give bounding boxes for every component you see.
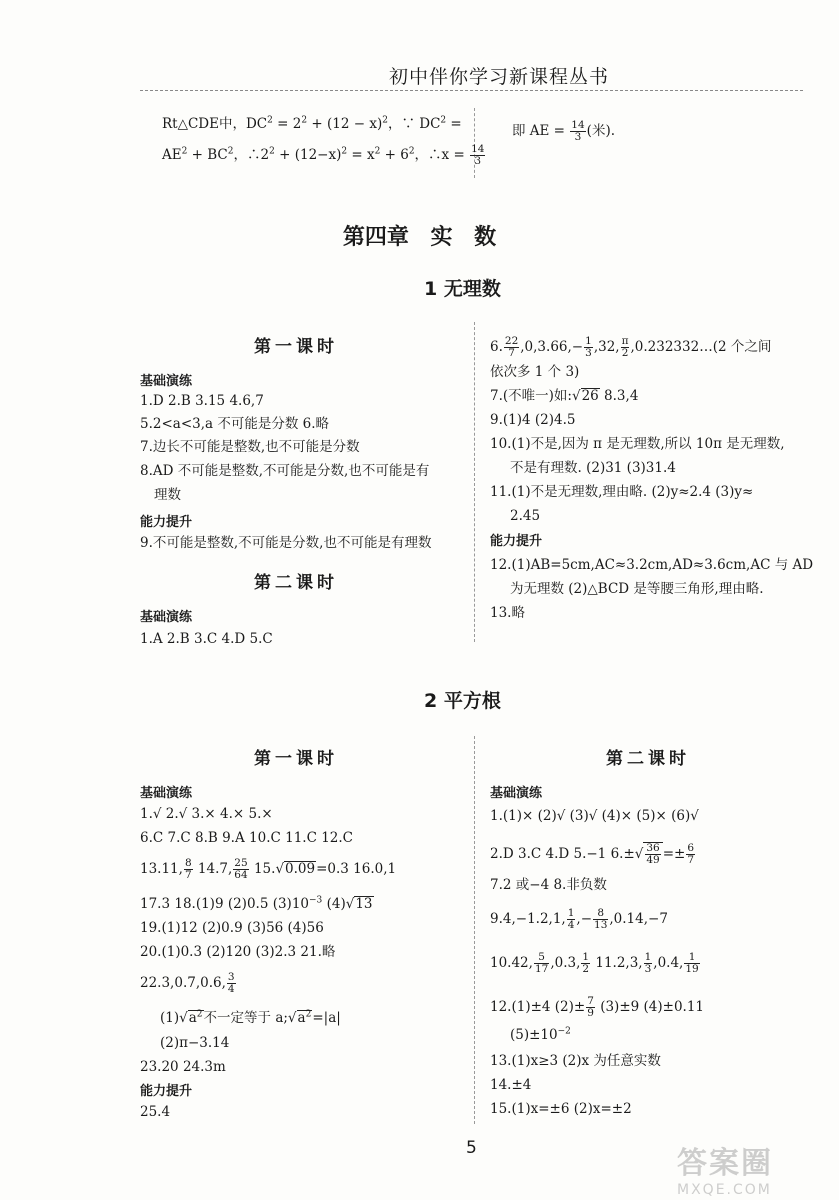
- fraction: $\frac{6}{7}$: [687, 842, 695, 866]
- s1-answer-line: 5.2<a<3,a 不可能是分数 6.略: [140, 416, 330, 432]
- series-header: 初中伴你学习新课程丛书: [388, 66, 609, 88]
- fraction: $\frac{1}{3}$: [644, 951, 652, 975]
- s2r-answer-line: 12.(1)±4 (2)± $\frac{7}{9}$ (3)±9 (4)±0.11: [490, 995, 705, 1019]
- s1-answer-line: 8.AD 不可能是整数,不可能是分数,也不可能是有: [140, 463, 430, 479]
- s2r-answer-line: 10.42, $\frac{5}{17}$ ,0.3, $\frac{1}{2}$ 11.2,3, $\frac{1}{3}$ ,0.4, $\frac{1}{19}$: [490, 951, 699, 975]
- s2-answer-line: (2)π−3.14: [160, 1035, 230, 1051]
- sqrt-sign: √: [275, 861, 285, 877]
- fraction: $\frac{22}{7}$: [504, 335, 519, 359]
- sqrt-sign: √: [571, 388, 581, 404]
- s2r-answer-line: $(5)\pm 10^{-2}$: [510, 1026, 571, 1043]
- top-line-2: $AE^2 + BC^2$，$\therefore 2^2 + (12-x)^2 = x^2 + 6^2$，∴x = $\frac{14}{3}$: [162, 143, 485, 167]
- sqrt-sign: √: [179, 1010, 188, 1026]
- s1-answer-line: 9.不可能是整数,不可能是分数,也不可能是有理数: [140, 535, 432, 551]
- s2-ability-heading: 能力提升: [140, 1084, 193, 1099]
- s2-answer-line: 17.3 18.(1)9 (2)0.5 $(3)10^{-3}$ (4)√13: [140, 895, 373, 912]
- s2-answer-line: 6.C 7.C 8.B 9.A 10.C 11.C 12.C: [140, 830, 353, 846]
- fraction-14-3: $\frac{14}{3}$: [471, 143, 485, 167]
- repeating-decimal: 66: [550, 339, 568, 355]
- s1r-answer-line: 依次多 1 个 3): [490, 364, 580, 380]
- watermark-url: MXQE.COM: [677, 1182, 772, 1198]
- fraction: $\frac{36}{49}$: [646, 842, 660, 866]
- s1r-answer-line: 10.(1)不是,因为 π 是无理数,所以 10π 是无理数,: [490, 436, 785, 452]
- s1r-answer-line: 2.45: [510, 508, 541, 524]
- sqrt-sign: √: [287, 1010, 297, 1026]
- s2r-basic-heading: 基础演练: [490, 786, 543, 801]
- s1-answer-line: 1.A 2.B 3.C 4.D 5.C: [140, 631, 273, 647]
- s1r-answer-line: 不是有理数. (2)31 (3)31.4: [510, 460, 676, 476]
- s2r-answer-line: 1.(1)× (2)√ (3)√ (4)× (5)× (6)√: [490, 808, 699, 824]
- s1-lesson1-title: 第一课时: [254, 337, 338, 357]
- s1r-q6: 6. $\frac{22}{7}$ ,0,3.66,− $\frac{1}{3}$ ,32, $\frac{\pi}{2}$ ,0.232332…(2 个之间: [490, 335, 772, 359]
- s1r-answer-line: 11.(1)不是无理数,理由略. (2)y≈2.4 (3)y≈: [490, 484, 754, 500]
- watermark-logo: [677, 1138, 827, 1196]
- s1-ability-heading: 能力提升: [140, 515, 193, 530]
- section-title-2: 2 平方根: [424, 690, 501, 712]
- section2-column-divider: [474, 736, 475, 1124]
- s2-answer-line: 20.(1)0.3 (2)120 (3)2.3 21.略: [140, 944, 336, 960]
- section-title-1: 1 无理数: [424, 278, 501, 300]
- fraction: $\frac{8}{7}$: [184, 857, 192, 881]
- s2r-answer-line: 7.2 或−4 8.非负数: [490, 877, 607, 893]
- fraction: $\frac{1}{3}$: [585, 335, 592, 359]
- sqrt-sign: √: [345, 896, 355, 912]
- s2-answer-line: 13.11, $\frac{8}{7}$ 14.7, $\frac{25}{64}$ 15.√0.09=0.3 16.0,1: [140, 857, 397, 881]
- s1r-ability-heading: 能力提升: [490, 534, 543, 549]
- top-line-1: Rt△CDE中，$DC^2 = 2^2 + (12 - x)^2$，∵ $DC^2$ =: [162, 115, 462, 132]
- s2-lesson2-title: 第二课时: [606, 749, 690, 769]
- watermark-text: 答案圈: [677, 1146, 773, 1181]
- s1-lesson2-title: 第二课时: [254, 573, 338, 593]
- s2r-answer-line: 13.(1)x≥3 (2)x 为任意实数: [490, 1053, 661, 1069]
- fraction-14-3-right: $\frac{14}{3}$: [571, 119, 585, 143]
- s2r-answer-line: 9.4,−1.2,1, $\frac{1}{4}$ ,− $\frac{8}{13}$ ,0.14,−7: [490, 907, 668, 931]
- s1-answer-line: 1.D 2.B 3.15 4.6,7: [140, 393, 264, 409]
- header-rule: [140, 90, 803, 91]
- s1r-answer-line: 12.(1)AB=5cm,AC≈3.2cm,AD≈3.6cm,AC 与 AD: [490, 557, 814, 573]
- section1-column-divider: [474, 322, 475, 642]
- fraction: $\frac{\pi}{2}$: [621, 335, 629, 359]
- top-right-line: 即 AE = $\frac{14}{3}$ (米).: [512, 119, 615, 143]
- sqrt-sign: √: [634, 846, 644, 862]
- s2-answer-line: $(1)√a^2$不一定等于 $a;√a^2=|a|$: [160, 1009, 341, 1026]
- fraction: $\frac{1}{2}$: [582, 951, 590, 975]
- s2r-answer-line: 14.±4: [490, 1077, 532, 1093]
- fraction: $\frac{7}{9}$: [587, 995, 594, 1019]
- s1-answer-line: 7.边长不可能是整数,也不可能是分数: [140, 439, 360, 455]
- s1r-q7: 7.(不唯一)如:√26 8.3,4: [490, 388, 639, 404]
- s1r-answer-line: 13.略: [490, 605, 525, 621]
- fraction: $\frac{1}{19}$: [685, 951, 699, 975]
- chapter-title: 第四章 实 数: [342, 225, 497, 250]
- s2-answer-line: 19.(1)12 (2)0.9 (3)56 (4)56: [140, 920, 324, 936]
- s1-basic-heading: 基础演练: [140, 374, 193, 389]
- fraction: $\frac{1}{4}$: [567, 907, 575, 931]
- page-number: 5: [466, 1138, 477, 1158]
- fraction: $\frac{3}{4}$: [227, 971, 235, 995]
- fraction: $\frac{8}{13}$: [594, 907, 608, 931]
- s2-answer-line: 25.4: [140, 1104, 171, 1120]
- s1r-answer-line: 为无理数 (2)△BCD 是等腰三角形,理由略.: [510, 581, 764, 597]
- s1r-answer-line: 9.(1)4 (2)4.5: [490, 412, 576, 428]
- s2r-answer-line: 2.D 3.C 4.D 5.−1 6.±√ $\frac{36}{49}$ =± $\frac{6}{7}$: [490, 842, 695, 866]
- s2-basic-heading: 基础演练: [140, 786, 193, 801]
- s2-answer-line: 22.3,0.7,0.6, $\frac{3}{4}$: [140, 971, 235, 995]
- s2r-answer-line: 15.(1)x=±6 (2)x=±2: [490, 1101, 632, 1117]
- s2-lesson1-title: 第一课时: [254, 749, 338, 769]
- s1-answer-line: 理数: [154, 487, 181, 503]
- fraction: $\frac{5}{17}$: [534, 951, 549, 975]
- fraction: $\frac{25}{64}$: [234, 857, 248, 881]
- s1-basic2-heading: 基础演练: [140, 610, 193, 625]
- s2-answer-line: 1.√ 2.√ 3.× 4.× 5.×: [140, 806, 273, 822]
- s2-answer-line: 23.20 24.3m: [140, 1059, 226, 1075]
